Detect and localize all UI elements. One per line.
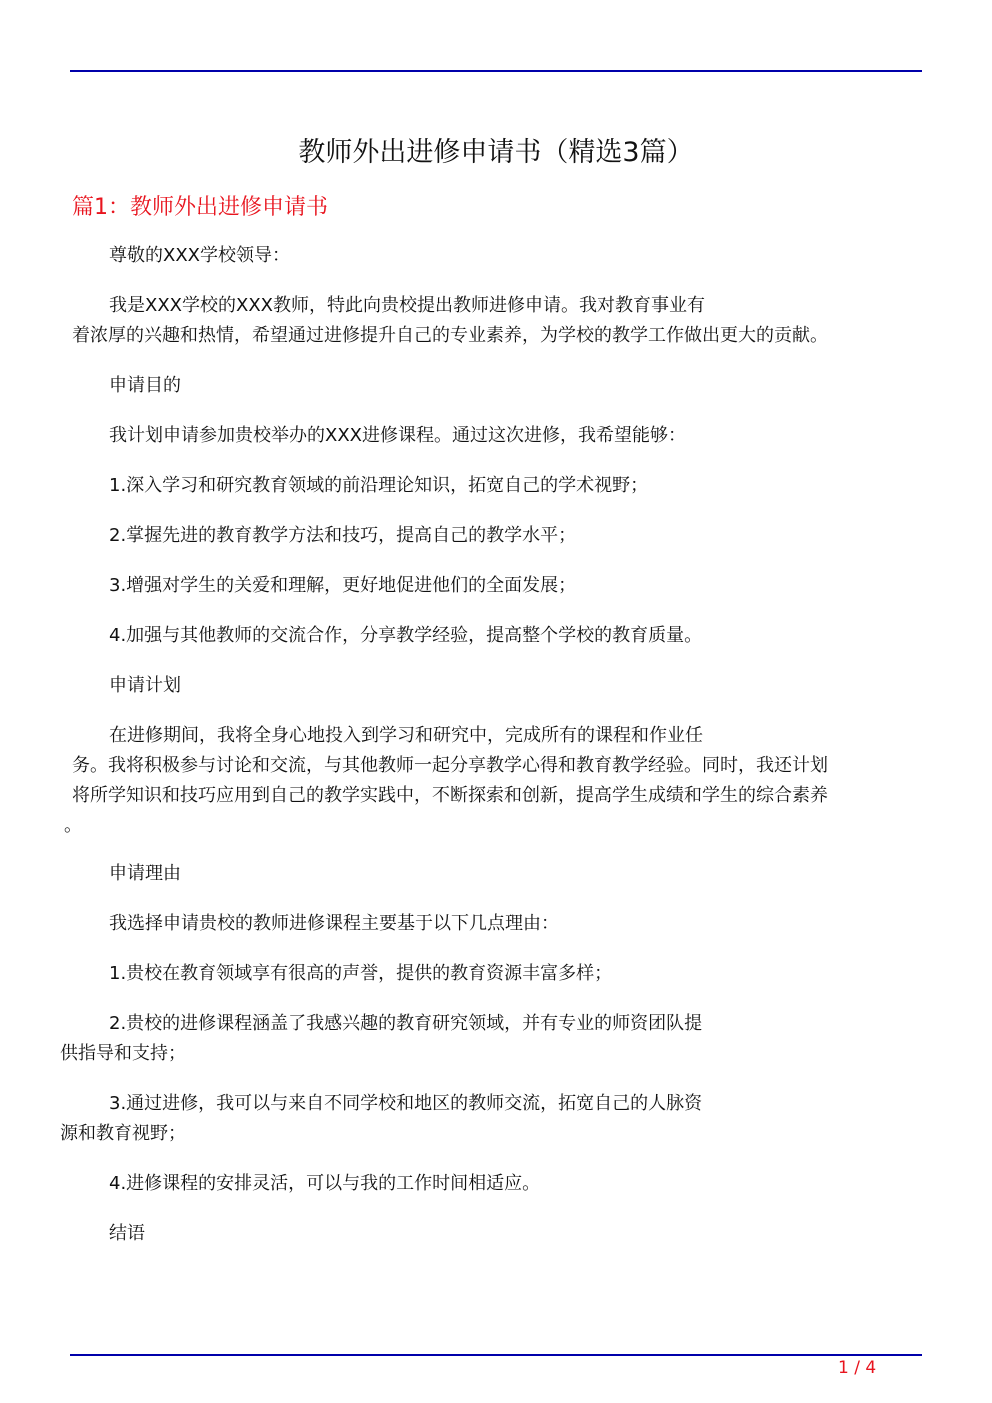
- paragraph-line: 在进修期间，我将全身心地投入到学习和研究中，完成所有的课程和作业任: [109, 725, 703, 746]
- subheading: 申请目的: [109, 375, 181, 396]
- list-item: 2.掌握先进的教育教学方法和技巧，提高自己的教学水平；: [109, 525, 577, 546]
- subheading: 结语: [109, 1223, 145, 1244]
- list-item: 2.贵校的进修课程涵盖了我感兴趣的教育研究领域，并有专业的师资团队提: [109, 1013, 703, 1034]
- list-item: 3.通过进修，我可以与来自不同学校和地区的教师交流，拓宽自己的人脉资: [109, 1093, 703, 1114]
- list-item: 供指导和支持；: [60, 1043, 186, 1064]
- paragraph-line: 我计划申请参加贵校举办的XXX进修课程。通过这次进修，我希望能够：: [109, 425, 686, 446]
- list-item: 1.深入学习和研究教育领域的前沿理论知识，拓宽自己的学术视野；: [109, 475, 649, 496]
- list-item: 3.增强对学生的关爱和理解，更好地促进他们的全面发展；: [109, 575, 577, 596]
- paragraph-line: 。: [64, 815, 82, 836]
- list-item: 1.贵校在教育领域享有很高的声誉，提供的教育资源丰富多样；: [109, 963, 613, 984]
- subheading: 申请计划: [109, 675, 181, 696]
- page-number: 1 / 4: [838, 1358, 877, 1378]
- header-rule: [70, 70, 922, 72]
- paragraph-line: 我选择申请贵校的教师进修课程主要基于以下几点理由：: [109, 913, 559, 934]
- salutation: 尊敬的XXX学校领导：: [109, 245, 290, 266]
- section-heading: 篇1：教师外出进修申请书: [72, 195, 328, 220]
- subheading: 申请理由: [109, 863, 181, 884]
- list-item: 4.加强与其他教师的交流合作，分享教学经验，提高整个学校的教育质量。: [109, 625, 703, 646]
- list-item: 源和教育视野；: [60, 1123, 186, 1144]
- footer-rule: [70, 1354, 922, 1356]
- paragraph-line: 将所学知识和技巧应用到自己的教学实践中，不断探索和创新，提高学生成绩和学生的综合素养: [72, 785, 828, 806]
- paragraph-line: 着浓厚的兴趣和热情，希望通过进修提升自己的专业素养，为学校的教学工作做出更大的贡献。: [72, 325, 828, 346]
- list-item: 4.进修课程的安排灵活，可以与我的工作时间相适应。: [109, 1173, 541, 1194]
- paragraph-line: 我是XXX学校的XXX教师，特此向贵校提出教师进修申请。我对教育事业有: [109, 295, 705, 316]
- paragraph-line: 务。我将积极参与讨论和交流，与其他教师一起分享教学心得和教育教学经验。同时，我还计划: [72, 755, 828, 776]
- document-title: 教师外出进修申请书（精选3篇）: [298, 137, 694, 168]
